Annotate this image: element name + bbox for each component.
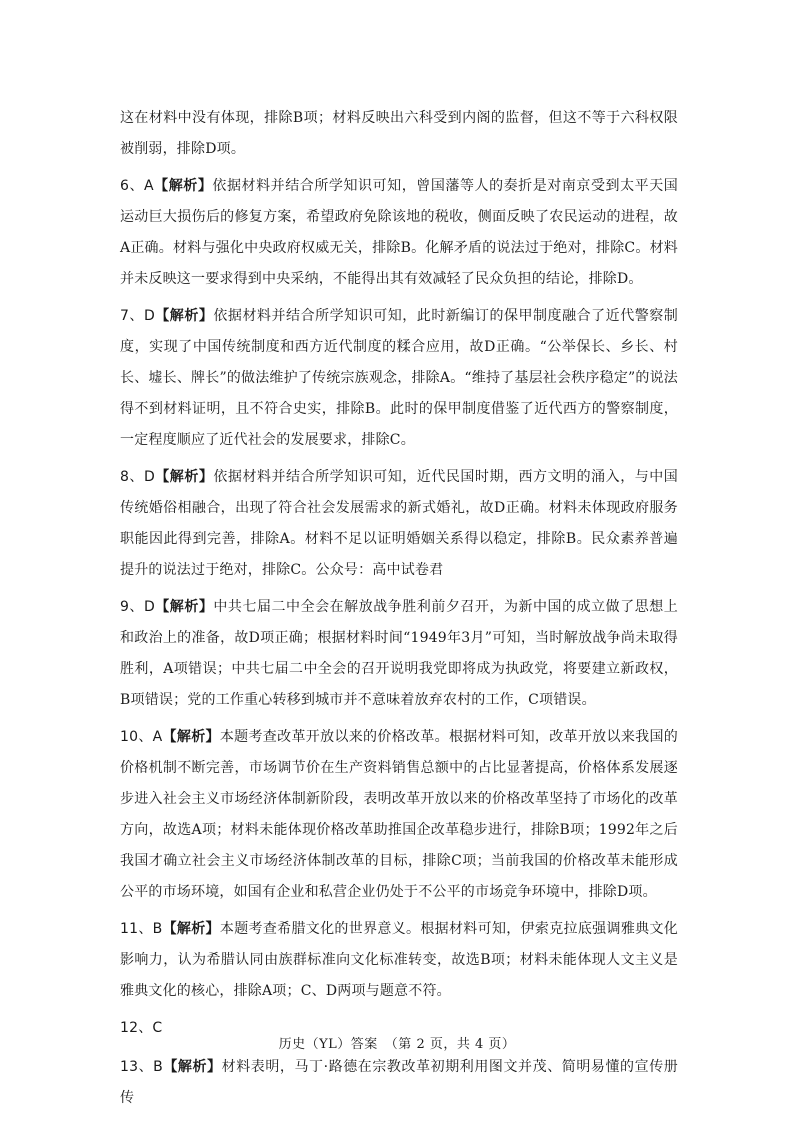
analysis-text: 材料表明，马丁·路德在宗教改革初期利用图文并茂、简明易懂的宣传册传 (120, 1059, 678, 1106)
answer-number: 7、D (120, 308, 155, 324)
analysis-text: 本题考查希腊文化的世界意义。根据材料可知，伊索克拉底强调雅典文化影响力，认为希腊认同由族群标准向文化标准转变，故选B项；材料未能体现人文主义是雅典文化的核心，排除A项；C、D两项与题意不符。 (120, 921, 678, 999)
analysis-text: 依据材料并结合所学知识可知，近代民国时期，西方文明的涌入，与中国传统婚俗相融合，出现了符合社会发展需求的新式婚礼，故D正确。材料未体现政府服务职能因此得到完善，排除A。材料不足以证明婚姻关系得以稳定，排除B。民众素养普遍提升的说法过于绝对，排除C。公众号：高中试卷君 (120, 469, 678, 578)
analysis-tag: 【解析】 (162, 729, 220, 745)
answer-item-13 (120, 1052, 678, 1114)
answer-item-10 (120, 722, 678, 908)
answer-item-6 (120, 171, 678, 295)
analysis-text: 依据材料并结合所学知识可知，此时新编订的保甲制度融合了近代警察制度，实现了中国传统制度和西方近代制度的糅合应用，故D正确。“公举保长、乡长、村长、墟长、牌长”的做法维护了传统宗族观念，排除A。“维持了基层社会秩序稳定”的说法得不到材料证明，且不符合史实，排除B。此时的保甲制度借鉴了近代西方的警察制度，一定程度顺应了近代社会的发展要求，排除C。 (120, 308, 678, 448)
answer-item-11 (120, 914, 678, 1007)
analysis-tag: 【解析】 (154, 469, 214, 485)
analysis-text: 依据材料并结合所学知识可知，曾国藩等人的奏折是对南京受到太平天国运动巨大损伤后的修复方案，希望政府免除该地的税收，侧面反映了农民运动的进程，故A正确。材料与强化中央政府权威无关，排除B。化解矛盾的说法过于绝对，排除C。材料并未反映这一要求得到中央采纳，不能得出其有效减轻了民众负担的结论，排除D。 (120, 178, 678, 287)
analysis-tag: 【解析】 (162, 921, 220, 937)
answer-number: 8、D (120, 469, 155, 485)
analysis-tag: 【解析】 (154, 308, 214, 324)
answer-number: 13、B (120, 1059, 163, 1075)
analysis-tag: 【解析】 (162, 1059, 222, 1075)
answer-content (120, 103, 678, 1120)
page-footer: 历史（YL）答案 （第 2 页，共 4 页） (278, 1037, 516, 1052)
answer-number: 10、A (120, 729, 163, 745)
answer-item-9 (120, 592, 678, 716)
answer-number: 12、C (120, 1020, 163, 1036)
analysis-text: 中共七届二中全会在解放战争胜利前夕召开，为新中国的成立做了思想上和政治上的准备，故D项正确；根据材料时间“1949年3月”可知，当时解放战争尚未取得胜利，A项错误；中共七届二中全会的召开说明我党即将成为执政党，将要建立新政权，B项错误；党的工作重心转移到城市并不意味着放弃农村的工作，C项错误。 (120, 599, 678, 708)
answer-number: 11、B (120, 921, 163, 937)
analysis-tag: 【解析】 (153, 178, 213, 194)
analysis-text: 这在材料中没有体现，排除B项；材料反映出六科受到内阁的监督，但这不等于六科权限被削弱，排除D项。 (120, 110, 678, 157)
answer-number: 6、A (120, 178, 154, 194)
answer-item-7 (120, 301, 678, 456)
analysis-text: 本题考查改革开放以来的价格改革。根据材料可知，改革开放以来我国的价格机制不断完善，市场调节价在生产资料销售总额中的占比显著提高，价格体系发展逐步进入社会主义市场经济体制新阶段，表明改革开放以来的价格改革坚持了市场化的改革方向，故选A项；材料未能体现价格改革助推国企改革稳步进行，排除B项；1992年之后我国才确立社会主义市场经济体制改革的目标，排除C项；当前我国的价格改革未能形成公平的市场环境，如国有企业和私营企业仍处于不公平的市场竞争环境中，排除D项。 (120, 729, 678, 900)
answer-item-8 (120, 462, 678, 586)
paragraph-continued (120, 103, 678, 165)
answer-number: 9、D (120, 599, 155, 615)
analysis-tag: 【解析】 (154, 599, 214, 615)
